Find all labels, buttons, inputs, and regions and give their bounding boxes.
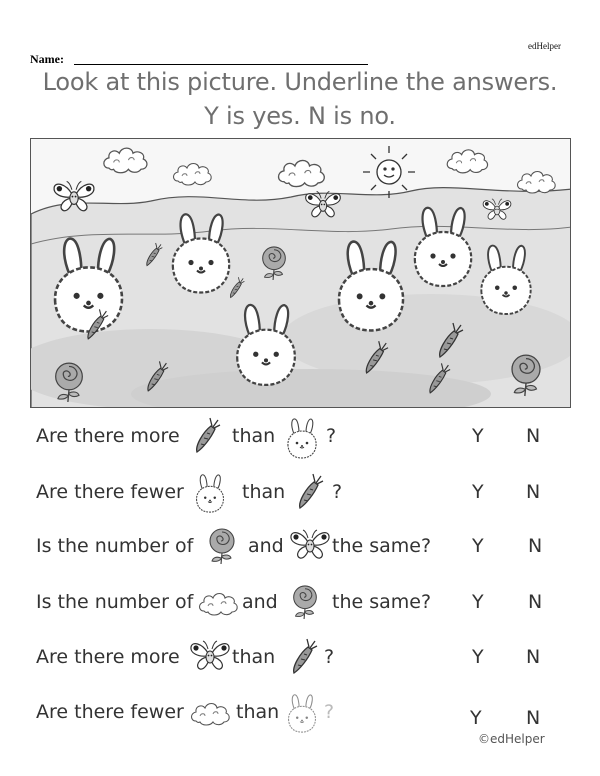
- illustration-panel: [30, 138, 571, 408]
- question-text: Are there fewer: [36, 701, 184, 723]
- question-row-2: [36, 476, 566, 508]
- rose-icon: [288, 582, 322, 622]
- brand-label: edHelper: [528, 41, 561, 51]
- question-text: Is the number of: [36, 591, 194, 613]
- question-text: the same?: [332, 591, 432, 613]
- instruction-line-2: Y is yes. N is no.: [204, 102, 396, 130]
- bunny-icon: [282, 692, 322, 734]
- cloud-icon: [188, 698, 232, 728]
- question-row-6: [36, 696, 566, 728]
- question-row-4: [36, 586, 566, 618]
- question-text: ?: [324, 701, 335, 723]
- question-row-1: [36, 420, 566, 452]
- yes-option[interactable]: Y: [472, 591, 484, 613]
- bunny-meadow-illustration: [31, 139, 571, 408]
- question-text: ?: [324, 646, 335, 668]
- question-text: Are there more: [36, 646, 180, 668]
- name-line[interactable]: [74, 64, 368, 65]
- yes-option[interactable]: Y: [472, 535, 484, 557]
- instruction-line-1: Look at this picture. Underline the answers.: [42, 68, 558, 96]
- cloud-icon: [196, 588, 240, 618]
- carrot-icon: [286, 637, 320, 677]
- no-option[interactable]: N: [526, 646, 541, 668]
- question-text: Are there more: [36, 425, 180, 447]
- question-text: and: [242, 591, 278, 613]
- question-row-3: [36, 530, 566, 562]
- yes-option[interactable]: Y: [472, 646, 484, 668]
- butterfly-icon: [288, 526, 332, 562]
- no-option[interactable]: N: [528, 591, 543, 613]
- no-option[interactable]: N: [526, 481, 541, 503]
- bunny-icon: [190, 472, 230, 514]
- copyright-label: ©edHelper: [478, 732, 545, 746]
- rose-icon: [204, 526, 240, 566]
- question-text: Are there fewer: [36, 481, 184, 503]
- butterfly-icon: [188, 637, 232, 673]
- question-text: than: [232, 425, 276, 447]
- yes-option[interactable]: Y: [470, 707, 482, 729]
- question-text: than: [236, 701, 280, 723]
- name-label: Name:: [30, 52, 64, 66]
- question-text: and: [248, 535, 284, 557]
- no-option[interactable]: N: [526, 707, 541, 729]
- question-text: ?: [332, 481, 343, 503]
- question-text: ?: [326, 425, 337, 447]
- carrot-icon: [292, 472, 326, 512]
- question-text: the same?: [332, 535, 432, 557]
- question-text: Is the number of: [36, 535, 194, 557]
- no-option[interactable]: N: [526, 425, 541, 447]
- carrot-icon: [188, 416, 224, 456]
- question-text: than: [242, 481, 286, 503]
- yes-option[interactable]: Y: [472, 481, 484, 503]
- question-row-5: [36, 641, 566, 673]
- yes-option[interactable]: Y: [472, 425, 484, 447]
- no-option[interactable]: N: [528, 535, 543, 557]
- bunny-icon: [281, 416, 323, 460]
- question-text: than: [232, 646, 276, 668]
